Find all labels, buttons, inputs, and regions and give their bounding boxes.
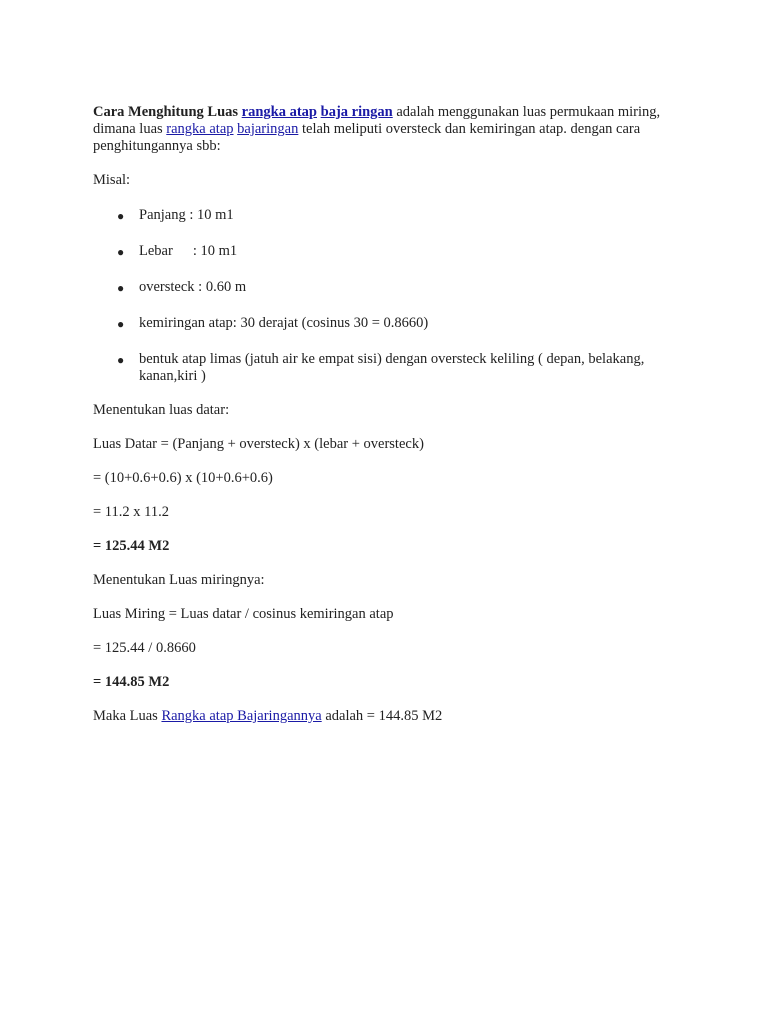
miring-heading: Menentukan Luas miringnya: [93, 572, 265, 588]
list-item-value: : 10 m1 [192, 243, 238, 259]
link-rangka-atap-2[interactable]: rangka atap [166, 121, 234, 137]
intro-text-2: telah meliputi oversteck dan kemiringan atap. dengan cara penghitungannya sbb: [93, 121, 641, 154]
datar-result: = 125.44 M2 [93, 538, 170, 554]
bullet-icon: ● [117, 317, 125, 331]
document-body [93, 104, 673, 742]
bullet-icon: ● [117, 245, 125, 259]
list-item-label: Lebar [139, 243, 173, 259]
miring-formula: Luas Miring = Luas datar / cosinus kemiringan atap [93, 606, 394, 622]
datar-step-1: = (10+0.6+0.6) x (10+0.6+0.6) [93, 470, 273, 486]
misal-label: Misal: [93, 172, 131, 188]
conclusion-text-1: Maka Luas [93, 708, 158, 724]
datar-formula: Luas Datar = (Panjang + oversteck) x (lebar + oversteck) [93, 436, 424, 452]
list-item-text: bentuk atap limas (jatuh air ke empat sisi) dengan oversteck keliling ( depan, belakang, kanan,kiri ) [139, 351, 645, 384]
miring-result: = 144.85 M2 [93, 674, 170, 690]
list-item-text: Panjang : 10 m1 [139, 207, 234, 223]
link-rangka-atap[interactable]: rangka atap [241, 104, 317, 120]
miring-step-1: = 125.44 / 0.8660 [93, 640, 196, 656]
list-item-oversteck [93, 279, 673, 296]
list-item-kemiringan [93, 315, 673, 332]
link-bajaringan[interactable]: bajaringan [237, 121, 299, 137]
parameter-list [93, 207, 673, 385]
conclusion-paragraph [93, 708, 673, 725]
list-item-text: kemiringan atap: 30 derajat (cosinus 30 = 0.8660) [139, 315, 429, 331]
list-item-panjang [93, 207, 673, 224]
datar-step-2: = 11.2 x 11.2 [93, 504, 169, 520]
link-rangka-atap-bajaringannya[interactable]: Rangka atap Bajaringannya [161, 708, 322, 724]
list-item-text: oversteck : 0.60 m [139, 279, 247, 295]
datar-heading: Menentukan luas datar: [93, 402, 230, 418]
conclusion-text-2: adalah = 144.85 M2 [325, 708, 443, 724]
intro-paragraph [93, 104, 673, 155]
list-item-bentuk-atap [93, 351, 673, 385]
bullet-icon: ● [117, 209, 125, 223]
bullet-icon: ● [117, 281, 125, 295]
link-baja-ringan[interactable]: baja ringan [320, 104, 393, 120]
intro-text-1: adalah menggunakan luas permukaan miring, dimana luas [93, 104, 661, 137]
bullet-icon: ● [117, 353, 125, 367]
intro-bold-lead: Cara Menghitung Luas [93, 104, 239, 120]
list-item-lebar [93, 243, 673, 260]
